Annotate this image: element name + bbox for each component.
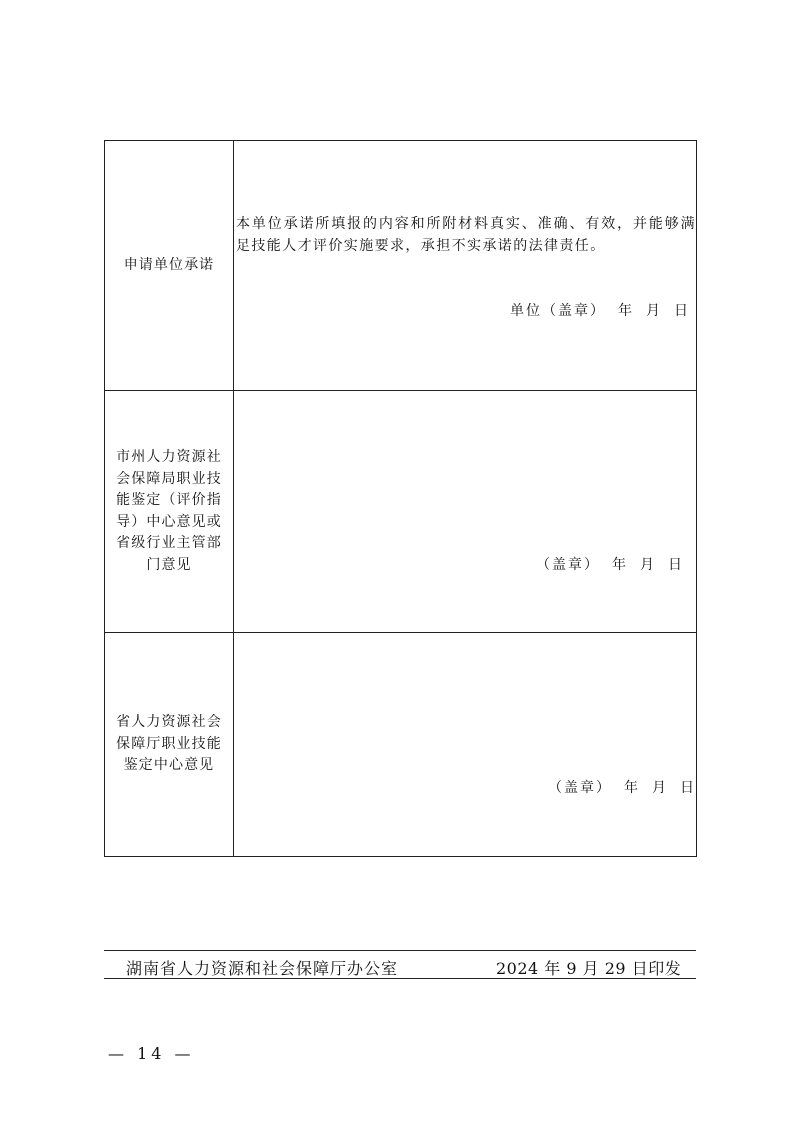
opinion-form-table	[104, 140, 697, 857]
footer-bottom-rule	[104, 978, 696, 979]
seal-label: （盖章）	[548, 780, 612, 796]
commitment-statement: 本单位承诺所填报的内容和所附材料真实、准确、有效，并能够满足技能人才评价实施要求，承担不实承诺的法律责任。	[236, 216, 696, 254]
year-label: 年	[612, 557, 628, 573]
month-label: 月	[646, 303, 662, 319]
month-label: 月	[652, 780, 668, 796]
footer-issue-date: 2024 年 9 月 29 日印发	[496, 959, 682, 978]
row-label-applicant-commitment: 申请单位承诺	[123, 256, 215, 273]
footer-issuing-office: 湖南省人力资源和社会保障厅办公室	[126, 959, 399, 978]
table-row-applicant-commitment	[105, 141, 696, 390]
seal-label: （盖章）	[536, 557, 600, 573]
day-label: 日	[668, 557, 684, 573]
row-label-cell	[105, 141, 233, 390]
day-label: 日	[680, 780, 696, 796]
footer-top-rule	[104, 950, 696, 951]
table-row-city-opinion	[105, 391, 696, 632]
row-label-province-opinion: 省人力资源社会保障厅职业技能鉴定中心意见	[116, 714, 222, 774]
row-label-city-opinion: 市州人力资源社会保障局职业技能鉴定（评价指导）中心意见或省级行业主管部门意见	[116, 449, 222, 573]
province-opinion-content-cell	[234, 633, 696, 856]
row-label-cell	[105, 391, 233, 632]
row-label-cell	[105, 633, 233, 856]
year-label: 年	[624, 780, 640, 796]
table-row-province-opinion	[105, 633, 696, 856]
seal-label: 单位（盖章）	[510, 303, 606, 319]
commitment-content-cell	[234, 141, 696, 390]
year-label: 年	[618, 303, 634, 319]
page-number: — 14 —	[108, 1044, 195, 1063]
seal-date-line	[548, 777, 696, 797]
seal-date-line	[536, 554, 684, 574]
day-label: 日	[674, 303, 690, 319]
city-opinion-content-cell	[234, 391, 696, 632]
month-label: 月	[640, 557, 656, 573]
seal-date-line	[510, 300, 690, 320]
